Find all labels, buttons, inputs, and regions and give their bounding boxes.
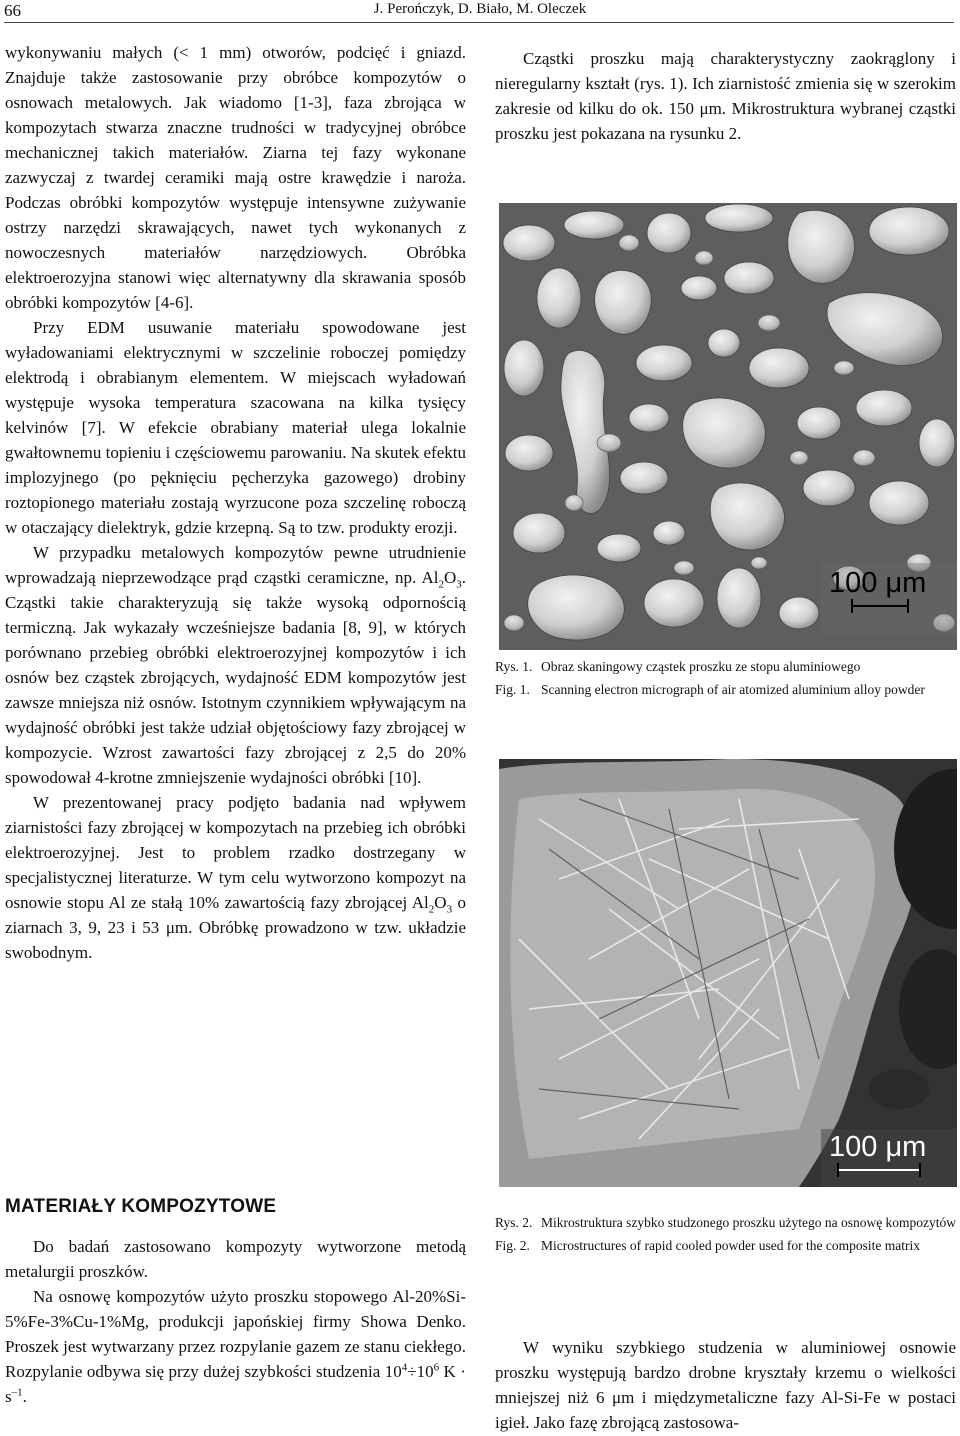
section-heading: MATERIAŁY KOMPOZYTOWE [5,1196,277,1217]
paragraph: Na osnowę kompozytów użyto proszku stopowego Al-20%Si-5%Fe-3%Cu-1%Mg, produkcji japońskiej firmy Showa Denko. Proszek jest wytwarzany przez rozpylanie gazem ze stanu ciekłego. Rozpylanie odbywa się przy dużej szybkości studzenia $10^4\div 10^6$ $K \cdot s^{-1}$. [5,1287,466,1406]
figure-1-caption [495,658,958,699]
running-head-authors: J. Perończyk, D. Biało, M. Oleczek [373,1,587,17]
figure-2-microstructure [499,759,957,1187]
fig1-scale-label: 100 μm [829,567,927,599]
paragraph: wykonywaniu małych (< 1 mm) otworów, podcięć i gniazd. Znajduje także zastosowanie przy obróbce kompozytów o osnowach metalowych. Jak wiadomo [1-3], faza zbrojąca w kompozytach stwarza znaczne trudności w tradycyjnej obróbce mechanicznej takich materiałów. Ziarna tej fazy wykonane zazwyczaj z twardej ceramiki mają ostre krawędzie i naroża. Podczas obróbki kompozytów występuje intensywne zużywanie ostrzy narzędzi skrawających, nawet tych wykonanych z nowoczesnych materiałów narzędziowych. Obróbka elektroerozyjna stanowi więc alternatywny dla skrawania sposób obróbki kompozytów [4-6]. [5,43,466,312]
figure-1-sem-micrograph [499,203,957,650]
caption-label: Rys. 2. [495,1215,533,1230]
caption-text-pl: Obraz skaningowy cząstek proszku ze stopu aluminiowego [541,659,861,674]
fig1-scale-bar [851,605,909,607]
left-column-bottom [5,1234,466,1409]
page-header [0,0,960,24]
paragraph: Do badań zastosowano kompozyty wytworzone metodą metalurgii proszków. [5,1237,466,1281]
fig2-scale-label: 100 μm [829,1131,927,1163]
caption-text-en: Microstructures of rapid cooled powder used for the composite matrix [541,1238,921,1253]
caption-label: Fig. 1. [495,682,530,697]
caption-label: Fig. 2. [495,1238,530,1253]
paragraph: W przypadku metalowych kompozytów pewne utrudnienie wprowadzają nieprzewodzące prąd cząstki ceramiczne, np. $Al_2O_3$. Cząstki takie charakteryzują się także wysoką odpornością termiczną. Jak wykazały wcześniejsze badania [8, 9], w których porównano przebieg obróbki elektroerozyjnej kompozytów i ich osnów bez cząstek zbrojących, wydajność EDM kompozytów jest zawsze mniejsza niż osnów. Istotnym czynnikiem wpływającym na wydajność obróbki jest także udział objętościowy fazy zbrojącej w kompozycie. Wzrost zawartości fazy zbrojącej z 2,5 do 20% spowodował 4-krotne zmniejszenie wydajności obróbki [10]. [5,543,466,787]
header-rule [4,22,954,23]
paragraph: W prezentowanej pracy podjęto badania nad wpływem ziarnistości fazy zbrojącej w kompozytach na przebieg ich obróbki elektroerozyjnej. Jest to problem rzadko dostrzegany w specjalistycznej literaturze. W tym celu wytworzono kompozyt na osnowie stopu Al ze stałą 10% zawartością fazy zbrojącej $Al_2O_3$ o ziarnach 3, 9, 23 i 53 μm. Obróbkę prowadzono w tzw. układzie swobodnym. [5,793,467,962]
page-number: 66 [4,1,21,20]
left-column [5,40,466,965]
right-column-bottom [495,1335,956,1435]
paragraph: Przy EDM usuwanie materiału spowodowane jest wyładowaniami elektrycznymi w szczelinie roboczej pomiędzy elektrodą i obrabianym elementem. W miejscach wyładowań występuje wysoka temperatura szacowana na kilka tysięcy kelvinów [7]. W efekcie obrabiany materiał ulega lokalnie gwałtownemu topieniu i częściowemu parowaniu. Na skutek efektu implozyjnego (po pęknięciu pęcherzyka gazowego) drobiny roztopionego materiału zostają wyrzucone poza szczelinę roboczą w otaczający dielektryk, gdzie krzepną. Są to tzw. produkty erozji. [5,318,466,537]
paragraph: Cząstki proszku mają charakterystyczny zaokrąglony i nieregularny kształt (rys. 1). Ich ziarnistość zmienia się w szerokim zakresie od kilku do ok. 150 μm. Mikrostruktura wybranej cząstki proszku jest pokazana na rysunku 2. [495,49,956,143]
fig2-scale-bar [837,1169,921,1171]
caption-text-en: Scanning electron micrograph of air atomized aluminium alloy powder [541,682,925,697]
microstructure-image [499,759,957,1187]
figure-2-caption [495,1214,958,1255]
caption-label: Rys. 1. [495,659,533,674]
right-column [495,46,956,146]
caption-text-pl: Mikrostruktura szybko studzonego proszku użytego na osnowę kompozytów [541,1215,957,1230]
paragraph: W wyniku szybkiego studzenia w aluminiowej osnowie proszku występują bardzo drobne kryształy krzemu o wielkości mniejszej niż 6 μm i międzymetaliczne fazy Al-Si-Fe w postaci igieł. Jako fazę zbrojącą zastosowa- [495,1338,956,1432]
